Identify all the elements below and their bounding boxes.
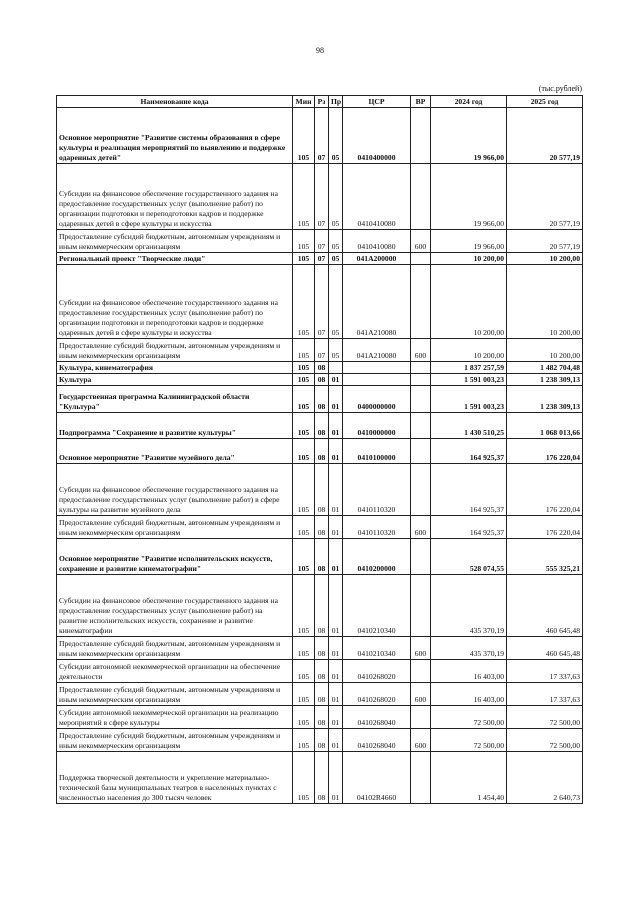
cell-pr: 01 [329,539,343,575]
table-row [57,516,583,539]
cell-min: 105 [293,516,315,539]
table-row [57,265,583,339]
cell-csr: 0410268040 [343,729,411,752]
cell-csr: 0410000000 [343,413,411,439]
cell-rz: 08 [315,752,329,804]
cell-min: 105 [293,164,315,230]
table-row [57,230,583,253]
cell-vr: 600 [411,729,431,752]
cell-2025: 176 220,04 [507,439,583,464]
column-header-vr: ВР [411,96,431,108]
cell-rz: 07 [315,253,329,265]
cell-pr: 01 [329,706,343,729]
cell-vr [411,660,431,683]
cell-pr [329,362,343,374]
cell-2025: 10 200,00 [507,265,583,339]
cell-pr: 01 [329,729,343,752]
cell-csr: 0410410080 [343,230,411,253]
cell-min: 105 [293,752,315,804]
table-row [57,464,583,516]
cell-name: Культура, кинематография [57,362,293,374]
cell-2024: 435 370,19 [431,575,507,637]
cell-vr: 600 [411,683,431,706]
cell-name: Предоставление субсидий бюджетным, автономным учреждениям и иным некоммерческим организациям [57,230,293,253]
cell-name: Государственная программа Калининградской области "Культура" [57,386,293,413]
cell-min: 105 [293,265,315,339]
cell-2024: 164 925,37 [431,464,507,516]
table-row [57,439,583,464]
cell-min: 105 [293,374,315,386]
cell-2025: 20 577,19 [507,108,583,164]
cell-2024: 164 925,37 [431,516,507,539]
cell-min: 105 [293,706,315,729]
table-header-row [57,96,583,108]
cell-pr: 01 [329,439,343,464]
cell-vr: 600 [411,637,431,660]
table-row [57,729,583,752]
cell-vr [411,439,431,464]
cell-name: Подпрограмма "Сохранение и развитие культуры" [57,413,293,439]
cell-name: Предоставление субсидий бюджетным, автономным учреждениям и иным некоммерческим организациям [57,637,293,660]
cell-rz: 08 [315,374,329,386]
cell-rz: 08 [315,439,329,464]
table-body [57,108,583,804]
cell-vr [411,362,431,374]
cell-2025: 17 337,63 [507,660,583,683]
cell-name: Субсидии на финансовое обеспечение государственного задания на предоставление государственных услуг (выполнение работ) в сфере культуры на развитие музейного дела [57,464,293,516]
cell-name: Основное мероприятие "Развитие системы образования в сфере культуры и реализация мероприятий по выявлению и поддержке одаренных детей" [57,108,293,164]
cell-name: Поддержка творческой деятельности и укрепление материально-технической базы муниципальных театров в населенных пунктах с численностью населения до 300 тысяч человек [57,752,293,804]
cell-csr: 0410200000 [343,539,411,575]
cell-2025: 72 500,00 [507,729,583,752]
cell-rz: 07 [315,339,329,362]
cell-rz: 08 [315,729,329,752]
cell-csr: 041A200000 [343,253,411,265]
cell-rz: 07 [315,164,329,230]
cell-2025: 176 220,04 [507,516,583,539]
cell-vr [411,253,431,265]
cell-2025: 1 068 013,66 [507,413,583,439]
cell-2025: 20 577,19 [507,230,583,253]
cell-csr: 0410400000 [343,108,411,164]
cell-name: Предоставление субсидий бюджетным, автономным учреждениям и иным некоммерческим организациям [57,339,293,362]
cell-min: 105 [293,729,315,752]
cell-csr: 0410100000 [343,439,411,464]
cell-min: 105 [293,413,315,439]
column-header-2024: 2024 год [431,96,507,108]
cell-2024: 19 966,00 [431,230,507,253]
cell-rz: 07 [315,265,329,339]
cell-pr: 01 [329,637,343,660]
cell-2024: 1 837 257,59 [431,362,507,374]
cell-csr: 0410268040 [343,706,411,729]
table-row [57,253,583,265]
cell-min: 105 [293,439,315,464]
table-row [57,164,583,230]
cell-2025: 1 482 704,48 [507,362,583,374]
cell-name: Субсидии на финансовое обеспечение государственного задания на предоставление государственных услуг (выполнение работ) по организации подготовки и переподготовки кадров и поддержке одаренных детей в сфере культуры и искусства [57,164,293,230]
cell-pr: 01 [329,374,343,386]
table-row [57,386,583,413]
cell-2025: 17 337,63 [507,683,583,706]
cell-csr: 041A210080 [343,339,411,362]
cell-rz: 07 [315,108,329,164]
cell-vr [411,265,431,339]
cell-2024: 16 403,00 [431,660,507,683]
cell-min: 105 [293,108,315,164]
column-header-2025: 2025 год [507,96,583,108]
cell-2024: 16 403,00 [431,683,507,706]
cell-name: Основное мероприятие "Развитие исполнительских искусств, сохранение и развитие кинематографии" [57,539,293,575]
cell-min: 105 [293,575,315,637]
cell-min: 105 [293,386,315,413]
cell-min: 105 [293,230,315,253]
cell-vr: 600 [411,230,431,253]
cell-2024: 72 500,00 [431,729,507,752]
cell-csr: 041A210080 [343,265,411,339]
cell-2025: 72 500,00 [507,706,583,729]
units-label: (тыс.рублей) [538,84,582,93]
cell-vr: 600 [411,516,431,539]
cell-2024: 10 200,00 [431,265,507,339]
table-row [57,374,583,386]
cell-pr: 01 [329,575,343,637]
cell-pr: 05 [329,108,343,164]
cell-vr [411,706,431,729]
cell-pr: 01 [329,683,343,706]
cell-csr [343,362,411,374]
cell-2024: 10 200,00 [431,339,507,362]
cell-2024: 1 430 510,25 [431,413,507,439]
column-header-name: Наименование кода [57,96,293,108]
cell-csr: 0410410080 [343,164,411,230]
cell-pr: 01 [329,516,343,539]
cell-name: Предоставление субсидий бюджетным, автономным учреждениям и иным некоммерческим организациям [57,683,293,706]
cell-csr: 0410110320 [343,516,411,539]
cell-rz: 08 [315,637,329,660]
cell-csr: 0410268020 [343,683,411,706]
cell-pr: 05 [329,265,343,339]
table-row [57,660,583,683]
cell-2025: 10 200,00 [507,339,583,362]
table-row [57,706,583,729]
cell-min: 105 [293,362,315,374]
cell-vr [411,108,431,164]
cell-pr: 01 [329,752,343,804]
page-number: 98 [316,46,324,55]
cell-2025: 1 238 309,13 [507,386,583,413]
cell-vr [411,464,431,516]
cell-rz: 08 [315,683,329,706]
cell-csr: 0410268020 [343,660,411,683]
cell-min: 105 [293,253,315,265]
cell-name: Основное мероприятие "Развитие музейного дела" [57,439,293,464]
cell-name: Субсидии автономной некоммерческой организации на реализацию мероприятий в сфере культуры [57,706,293,729]
cell-min: 105 [293,683,315,706]
cell-min: 105 [293,637,315,660]
cell-2025: 20 577,19 [507,164,583,230]
cell-csr: 04102R4660 [343,752,411,804]
column-header-pr: Пр [329,96,343,108]
cell-csr: 0400000000 [343,386,411,413]
cell-pr: 01 [329,386,343,413]
budget-table [56,95,583,804]
table-row [57,339,583,362]
cell-rz: 08 [315,660,329,683]
cell-pr: 01 [329,464,343,516]
cell-rz: 08 [315,706,329,729]
cell-2025: 10 200,00 [507,253,583,265]
table-row [57,575,583,637]
cell-rz: 07 [315,230,329,253]
cell-min: 105 [293,539,315,575]
cell-min: 105 [293,660,315,683]
cell-min: 105 [293,464,315,516]
cell-pr: 01 [329,413,343,439]
table-row [57,539,583,575]
cell-name: Культура [57,374,293,386]
cell-vr [411,539,431,575]
cell-name: Предоставление субсидий бюджетным, автономным учреждениям и иным некоммерческим организациям [57,516,293,539]
table-row [57,752,583,804]
cell-vr: 600 [411,339,431,362]
cell-name: Субсидии на финансовое обеспечение государственного задания на предоставление государственных услуг (выполнение работ) по организации подготовки и переподготовки кадров и поддержке одаренных детей в сфере культуры и искусства [57,265,293,339]
table-row [57,683,583,706]
cell-2024: 72 500,00 [431,706,507,729]
cell-2024: 1 591 003,23 [431,374,507,386]
table-row [57,108,583,164]
cell-vr [411,575,431,637]
cell-vr [411,386,431,413]
cell-2024: 19 966,00 [431,164,507,230]
cell-rz: 08 [315,386,329,413]
column-header-min: Мин [293,96,315,108]
cell-rz: 08 [315,539,329,575]
cell-csr: 0410210340 [343,637,411,660]
cell-vr [411,413,431,439]
cell-2024: 10 200,00 [431,253,507,265]
cell-pr: 05 [329,339,343,362]
cell-min: 105 [293,339,315,362]
cell-csr [343,374,411,386]
cell-pr: 05 [329,164,343,230]
cell-2025: 1 238 309,13 [507,374,583,386]
cell-2024: 19 966,00 [431,108,507,164]
cell-pr: 01 [329,660,343,683]
cell-rz: 08 [315,413,329,439]
cell-2025: 460 645,48 [507,637,583,660]
cell-2025: 555 325,21 [507,539,583,575]
cell-2024: 1 591 003,23 [431,386,507,413]
cell-csr: 0410110320 [343,464,411,516]
cell-vr [411,164,431,230]
cell-vr [411,374,431,386]
cell-2024: 528 074,55 [431,539,507,575]
column-header-csr: ЦСР [343,96,411,108]
cell-2025: 460 645,48 [507,575,583,637]
cell-2025: 176 220,04 [507,464,583,516]
cell-2024: 164 925,37 [431,439,507,464]
cell-2024: 435 370,19 [431,637,507,660]
table-row [57,362,583,374]
cell-rz: 08 [315,516,329,539]
cell-pr: 05 [329,253,343,265]
cell-rz: 08 [315,575,329,637]
cell-rz: 08 [315,464,329,516]
cell-name: Региональный проект "Творческие люди" [57,253,293,265]
cell-2025: 2 640,73 [507,752,583,804]
cell-name: Субсидии на финансовое обеспечение государственного задания на предоставление государственных услуг (выполнение работ) на развитие исполнительских искусств, сохранение и развитие кинематографии [57,575,293,637]
column-header-rz: Рз [315,96,329,108]
table-row [57,637,583,660]
cell-name: Субсидии автономной некоммерческой организации на обеспечение деятельности [57,660,293,683]
cell-vr [411,752,431,804]
cell-rz: 08 [315,362,329,374]
cell-2024: 1 454,40 [431,752,507,804]
cell-name: Предоставление субсидий бюджетным, автономным учреждениям и иным некоммерческим организациям [57,729,293,752]
cell-pr: 05 [329,230,343,253]
table-row [57,413,583,439]
cell-csr: 0410210340 [343,575,411,637]
